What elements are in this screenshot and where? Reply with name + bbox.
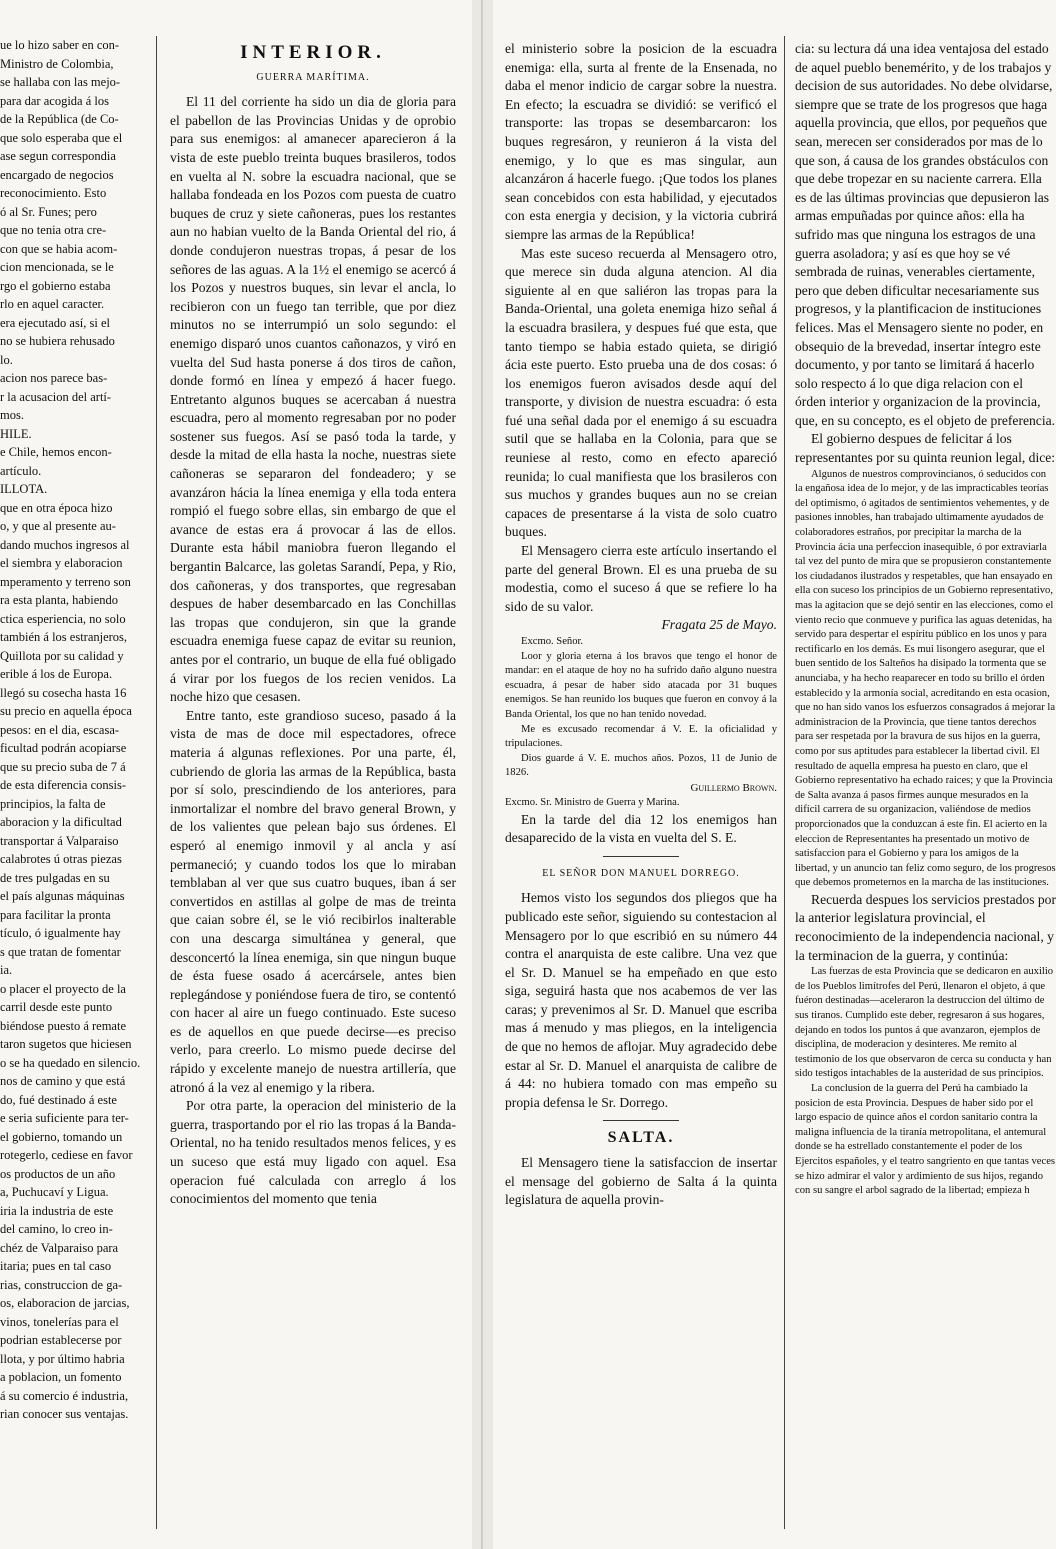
fragment-line: os, elaboracion de jarcias, [0,1296,130,1310]
fragment-line: reconocimiento. Esto [0,186,107,200]
interior-heading: INTERIOR. [240,42,386,63]
fragment-line: no se hubiera rehusado [0,334,115,348]
column-rule [784,36,785,1529]
right-column-main [505,40,777,1210]
fragment-line: lo. [0,352,13,367]
fragment-line: su precio en aquella época [0,704,132,718]
section-rule [603,856,679,857]
fragment-line: llota, y por último habria [0,1351,125,1366]
paragraph: Entre tanto, este grandioso suceso, pasado á la vista de mas de doce mil espectadores, ofrece materia á algunas reflexiones. Por una parte, él, cubriendo de gloria las armas de la República, basta por sí solo, prescindiendo de los anteriores, para inmortalizar el nombre del bravo general Brown, y de los valientes que pelean bajo sus órdenes. El esperó al enemigo inmovil y al ancla y así permaneció; y cuando todos los que lo miraban temblaban al ver que sus cuatro buques, iban á ser convertidos en astillas al golpe de mas de treinta que caian sobre él, se le vió recibirlos inalterable con una descarga simultánea y general, que desconcertó la línea enemiga, sin que ningun buque de ésta fuese osado á acercársele, antes bien replegándose y poniéndose fuera de tiro, se contentó con hacer al aire un fuego continuado. Este suceso es de aquellos en que puede decirse—es preciso verlo, para creerlo. Lo mismo puede decirse del rápido y excelente manejo de nuestra artillería, que atronó á la vez al enemigo y la ribera. [170,707,456,1095]
fragment-line: dando muchos ingresos al [0,537,130,552]
letter-addressee: Excmo. Sr. Ministro de Guerra y Marina. [505,796,680,808]
fragment-line: ue lo hizo saber en con- [0,38,120,52]
fragment-line: ILLOTA. [0,482,48,496]
right-column-salta [795,40,1056,1199]
fragment-line: r la acusacion del artí- [0,389,112,404]
fragment-line: erible á los de Europa. [0,667,113,681]
fragment-line: tículo, ó igualmente hay [0,926,121,940]
fragment-line: el país algunas máquinas [0,889,125,903]
fragment-line: s que tratan de fomentar [0,944,121,959]
fragment-line: ra esta planta, habiendo [0,593,119,607]
fragment-line: pesos: en el dia, escasa- [0,722,120,737]
fragment-line: vinos, tonelerías para el [0,1314,119,1329]
fragment-line: ficultad podrán acopiarse [0,741,127,755]
fragment-line: chéz de Valparaiso para [0,1240,119,1255]
quoted-paragraph: La conclusion de la guerra del Perú ha cambiado la posicion de esta Provincia. Despues de haber sido por el largo espacio de quince años el cordon sanitario contra la maligna influencia de la tiranía metropolitana, el antemural donde se ha estrellado constantemente el poder de los Ejercitos españoles, y el teatro sangriento en que tantas veces se hizo admirar el valor y ardimiento de sus hijos, regando con su sangre el arbol sagrado de la libertad; empieza h [795,1083,1056,1197]
fragment-line: nos de camino y que está [0,1074,126,1088]
fragment-line: aboracion y la dificultad [0,815,122,829]
page-gutter [472,0,493,1549]
left-column-fragment [0,36,146,1424]
fragment-line: transportar á Valparaiso [0,833,119,848]
fragment-line: con que se habia acom- [0,241,118,256]
fragment-line: artículo. [0,463,42,478]
fragment-line: el siembra y elaboracion [0,556,123,570]
fragment-line: Ministro de Colombia, [0,56,114,71]
fragment-line: o, y que al presente au- [0,519,116,533]
fragment-line: ó al Sr. Funes; pero [0,204,97,219]
fragment-line: carril desde este punto [0,1000,113,1014]
fragment-line: que en otra época hizo [0,500,113,515]
paragraph: En la tarde del dia 12 los enemigos han desaparecido de la vista en vuelta del S. E. [505,811,777,846]
fragment-line: rian conocer sus ventajas. [0,1407,129,1421]
paragraph: Mas este suceso recuerda al Mensagero otro, que merece sin duda alguna atencion. Al dia siguiente al en que saliéron las tropas para la Banda-Oriental, una goleta enemiga hizo señal á la escuadra brasilera, y despues fué que esta, que tanto tiempo se habia estado quieta, se dirigió ácia este puerto. Esto prueba una de dos cosas: ó los enemigos fueron avisados desde aquí del transporte, y division de nuestra escuadra: ó esta fué una señal dada por el enemigo á su escuadra sutil que se hallaba en la Colonia, para que se reuniese al resto, como en efecto apareció reunida; lo cual manifiesta que los brasileros con sus muchos y grandes buques aun no se creian capaces de presentarse á la vista de solo cuatro buques. [505,245,777,540]
dorrego-heading: EL SEÑOR DON MANUEL DORREGO. [542,867,740,879]
fragment-line: ase segun correspondia [0,149,116,163]
fragment-line: mos. [0,408,24,422]
quoted-paragraph: Las fuerzas de esta Provincia que se dedicaron en auxilio de los Pueblos limítrofes del Perú, llenaron el objeto, á que fuéron destinadas—aceleraron la destruccion del último de sus tiranos. Cumplido este deber, regresaron á sus hogares, dejando en todos los puntos á que avanzaron, ejemplos de disciplina, de moderacion y desinteres. Me remito al testimonio de los que observaron de cerca su conducta y han sido testigos intachables de la austeridad de sus principios. [795,966,1054,1080]
paragraph: El Mensagero cierra este artículo insertando el parte del general Brown. El es una prueba de su modestia, como el suceso á que se refiere lo ha sido de su valor. [505,543,777,614]
paragraph: Hemos visto los segundos dos pliegos que ha publicado este señor, siguiendo su contestacion al Mensagero por lo que escribió en su número 44 contra el anarquista de este calibre. Una vez que el Sr. D. Manuel se ha empeñado en que esto siga, seguirá hasta que nos acabemos de ver las caras; y prevenimos al Sr. D. Manuel que escriba mas á menudo y mas pliegos, en la inteligencia de que no hemos de aflojar. Muy agradecido debe estar al Sr. D. Manuel el anarquista de calibre de á 44: no hubiera tomado con mas empeño su propia defensa le Sr. Dorrego. [505,890,777,1110]
fragment-line: taron sugetos que hiciesen [0,1037,132,1051]
paragraph: Recuerda despues los servicios prestados por la anterior legislatura provincial, el reconocimiento de la independencia nacional, y la terminacion de la guerra, y continúa: [795,891,1056,963]
fragment-line: os productos de un año [0,1166,116,1181]
fragment-line: o placer el proyecto de la [0,981,126,996]
fragment-line: Quillota por su calidad y [0,648,124,663]
fragment-line: que su precio suba de 7 á [0,759,126,774]
fragment-line: rlo en aquel caracter. [0,297,105,311]
right-page [493,0,1056,1549]
fold-line [481,0,483,1549]
fragment-line: llegó su cosecha hasta 16 [0,685,127,700]
fragment-line: se hallaba con las mejo- [0,75,121,89]
fragment-line: á su comercio é industria, [0,1388,129,1403]
paragraph: El gobierno despues de felicitar á los representantes por su quinta reunion legal, dice: [795,431,1056,466]
paragraph: cia: su lectura dá una idea ventajosa del estado de aquel pueblo benemérito, y de los trabajos y decision de sus autoridades. No debe olvidarse, siempre que se trate de los progresos que haga aquella provincia, que ellos, por pequeños que sean, merecen ser considerados por mas de lo que son, á causa de los grandes obstáculos con que debe tropezar en su naciente carrera. Ella es de las últimas provincias que depusieron las armas empuñadas por quince años: ella ha sufrido mas que ninguna los estragos de una guerra asoladora; y así es que hoy se vé sembrada de ruinas, venerables ciertamente, pero que deben dificultar necesariamente sus progresos, y la plantificacion de instituciones felices. Mas el Mensagero siente no poder, en obsequio de la brevedad, insertar íntegro este documento, y por tanto se limitará á hacerlo solo respecto á lo que diga relacion con el órden interior y organizacion de la provincia, que, en su concepto, es el objeto de preferencia. [795,41,1056,428]
fragment-line: e seria suficiente para ter- [0,1111,129,1125]
fragment-line: que no tenia otra cre- [0,223,107,237]
fragment-line: de esta diferencia consis- [0,778,126,792]
fragment-line: HILE. [0,426,32,441]
letter-salutation: Excmo. Señor. [521,636,584,647]
fragment-line: del camino, lo creo in- [0,1222,113,1236]
fragment-line: mperamento y terreno son [0,574,131,589]
fragment-line: de la República (de Co- [0,112,119,126]
fragment-line: acion nos parece bas- [0,371,108,385]
letter-paragraph: Loor y gloria eterna á los bravos que tengo el honor de mandar: en el ataque de hoy no ha sufrido daño alguno nuestra escuadra, á pesar de haber sido atacada por 31 buques enemigos. Se han reunido los buques que fueron en convoy á la Banda Oriental, los que no han tenido novedad. [505,650,777,720]
paragraph: El 11 del corriente ha sido un dia de gloria para el pabellon de las Provincias Unidas y de oprobio para sus enemigos: al amanecer aparecieron á la vista de este pueblo treinta buques brasileros, todos en vuelta al N. sobre la escuadra nacional, que se hallaba fondeada en los Pozos com puesta de cuatro buques de cruz y siete cañoneras, pues los restantes aun no habian vuelto de la Banda Oriental del rio, á donde condujeron nuestras tropas, á pesar de los señores de las aguas. A la 1½ el enemigo se acercó á los Pozos y nuestros buques, sin levar el ancla, lo recibieron con un fuego tan terrible, que por diez minutos no se interrumpió un solo segundo: el enemigo disparó unos cuantos cañonazos, y viró en vuelta del Sud hasta ponerse á dos tiros de cañon, donde formó en línea y empezó á hacer fuego. Entretanto algunos buques se acercaban á nuestra escuadra, pero al momento regresaban por no poder sostener sus fuegos. Así se pasó toda la tarde, y desde la mitad de ella hasta la noche, nuestras siete cañoneras se separaron del fondeadero; y se avanzáron hácia la línea enemiga y ella toda entera rompió el fuego sobre ellas, sin embargo de que el avance de estas era á provocar á las de ellos. Durante esta hábil maniobra fueron llegando el bergantin Balcarce, las goletas Sarandí, Pepa, y Rio, dos cañoneras, y dos transportes, que regresaban despues de haber desembarcado en las Conchillas las tropas que condujeron, sin que la grande escuadra enemiga fuese capaz de evitar su reunion, antes por el contrario, un buque de ella fué obligado á virar por los fuegos de los recien venidos. La noche hizo que cesasen. [170,94,456,705]
fragment-line: era ejecutado así, si el [0,315,111,330]
fragment-line: el gobierno, tomando un [0,1129,123,1144]
fragment-line: de tres pulgadas en su [0,870,110,885]
letter-paragraph: Dios guarde á V. E. muchos años. Pozos, 11 de Junio de 1826. [505,752,777,779]
fragment-line: encargado de negocios [0,167,114,182]
fragment-line: o se ha quedado en silencio. [0,1055,141,1070]
paragraph: el ministerio sobre la posicion de la escuadra enemiga: ella, surta al frente de la Ensenada, no daba el menor indicio de cargar sobre la nuestra. En efecto; la escuadra se dividió: se verificó el transporte: las tropas se desembarcaron: los buques regresáron, y reunieron á la vista del enemigo, y lo que es mas singular, aun alcanzáron á hacerle fuego. ¡Que todos los planes sean concebidos con esta habilidad, y ejecutados con esta energia y decision, y la victoria cubrirá siempre las armas de la República! [505,41,777,242]
fragment-line: calabrotes ú otras piezas [0,852,122,866]
fragment-line: e Chile, hemos encon- [0,445,112,459]
fragment-line: también á los estranjeros, [0,630,128,644]
fragment-line: a poblacion, un fomento [0,1370,122,1384]
fragment-line: ia. [0,963,13,977]
fragment-line: iria la industria de este [0,1203,114,1218]
letter-paragraph: Me es excusado recomendar á V. E. la oficialidad y tripulaciones. [505,723,777,750]
letter-signature: Guillermo Brown. [690,781,777,794]
fragment-line: para dar acogida á los [0,93,109,108]
fragment-line: biéndose puesto á remate [0,1018,126,1033]
fragment-line: rgo el gobierno estaba [0,278,111,293]
fragment-line: que solo esperaba que el [0,130,123,145]
fragment-line: podrian establecerse por [0,1333,122,1347]
fragment-line: cion mencionada, se le [0,260,114,274]
war-subheading: GUERRA MARÍTIMA. [256,71,370,83]
paragraph: El Mensagero tiene la satisfaccion de insertar el mensage del gobierno de Salta á la quinta legislatura de aquella provin- [505,1155,777,1208]
salta-heading: SALTA. [607,1129,675,1147]
section-rule [603,1120,679,1121]
interior-column [170,36,456,1209]
left-page [0,0,472,1549]
quoted-paragraph: Algunos de nuestros comprovincianos, ó seducidos con la engañosa idea de lo mejor, y de las impracticables teorías del optimismo, ó agitados de sentimientos vehementes, y de pasiones innobles, han trabajado ultimamente ayudados de colaboradores estraños, por precipitar la marcha de la Provincia ácia una perfeccion inasequible, ó por extraviarla tal vez del punto de mira que se propusieron constantemente los ciudadanos ilustrados y respetables, que han ensayado en ella con suceso los principios de un Gobierno representativo, mas la agitacion que se dejó sentir en las elecciones, como el viento recio que conmueve y purifica las aguas detenidas, ha servido para despertar el espíritu público en los unos y para rectificarlo en los demás. Es mui lisongero asegurar, que el buen sentido de los Salteños ha disipado la tormenta que se anunciaba, y ha hecho reaparecer en todo su brillo el órden establecido y la armonía social, acreditando en esta ocasion, que no han sido vanos los esfuerzos consagrados á mejorar la administracion de la Provincia, que tiene tantos derechos para ser respetada por la bravura de sus hijos en la guerra, como por sus aptitudes para establecer la libertad civil. El resultado de aquella empresa ha puesto en claro, que el Gobierno representativo ha echado raices; y que la Provincia de Salta avanza á pasos firmes aunque mesurados en la difícil carrera de su organizacion, valiéndose de medios proporcionados que la conduzcan á este fin. El acierto en la eleccion de Representantes ha presentado un motivo de satisfaccion para el Gobierno y para los amigos de la libertad, y un anuncio tan feliz como seguro, de los progresos que debemos prometernos en la marcha de las instituciones. [795,468,1056,889]
fragment-line: rias, construccion de ga- [0,1277,123,1292]
fragment-line: a, Puchucaví y Ligua. [0,1185,109,1199]
fragment-lines [0,36,146,1424]
paragraph: Por otra parte, la operacion del ministerio de la guerra, trasportando por el rio las tropas á la Banda-Oriental, no ha tenido resultados menos felices, y es un suceso que está muy ligado con aquel. Esa operacion fué calculada con arreglo á los conocimientos del momento que tenia [170,1098,456,1207]
fragment-line: do, fué destinado á este [0,1092,117,1107]
fragment-line: principios, la falta de [0,796,106,811]
letter-place-date: Fragata 25 de Mayo. [661,617,777,633]
fragment-line: para facilitar la pronta [0,907,111,922]
column-rule [156,36,157,1529]
fragment-line: rotegerlo, cediese en favor [0,1148,133,1162]
fragment-line: itaria; pues en tal caso [0,1259,112,1273]
fragment-line: ctica esperiencia, no solo [0,611,126,626]
